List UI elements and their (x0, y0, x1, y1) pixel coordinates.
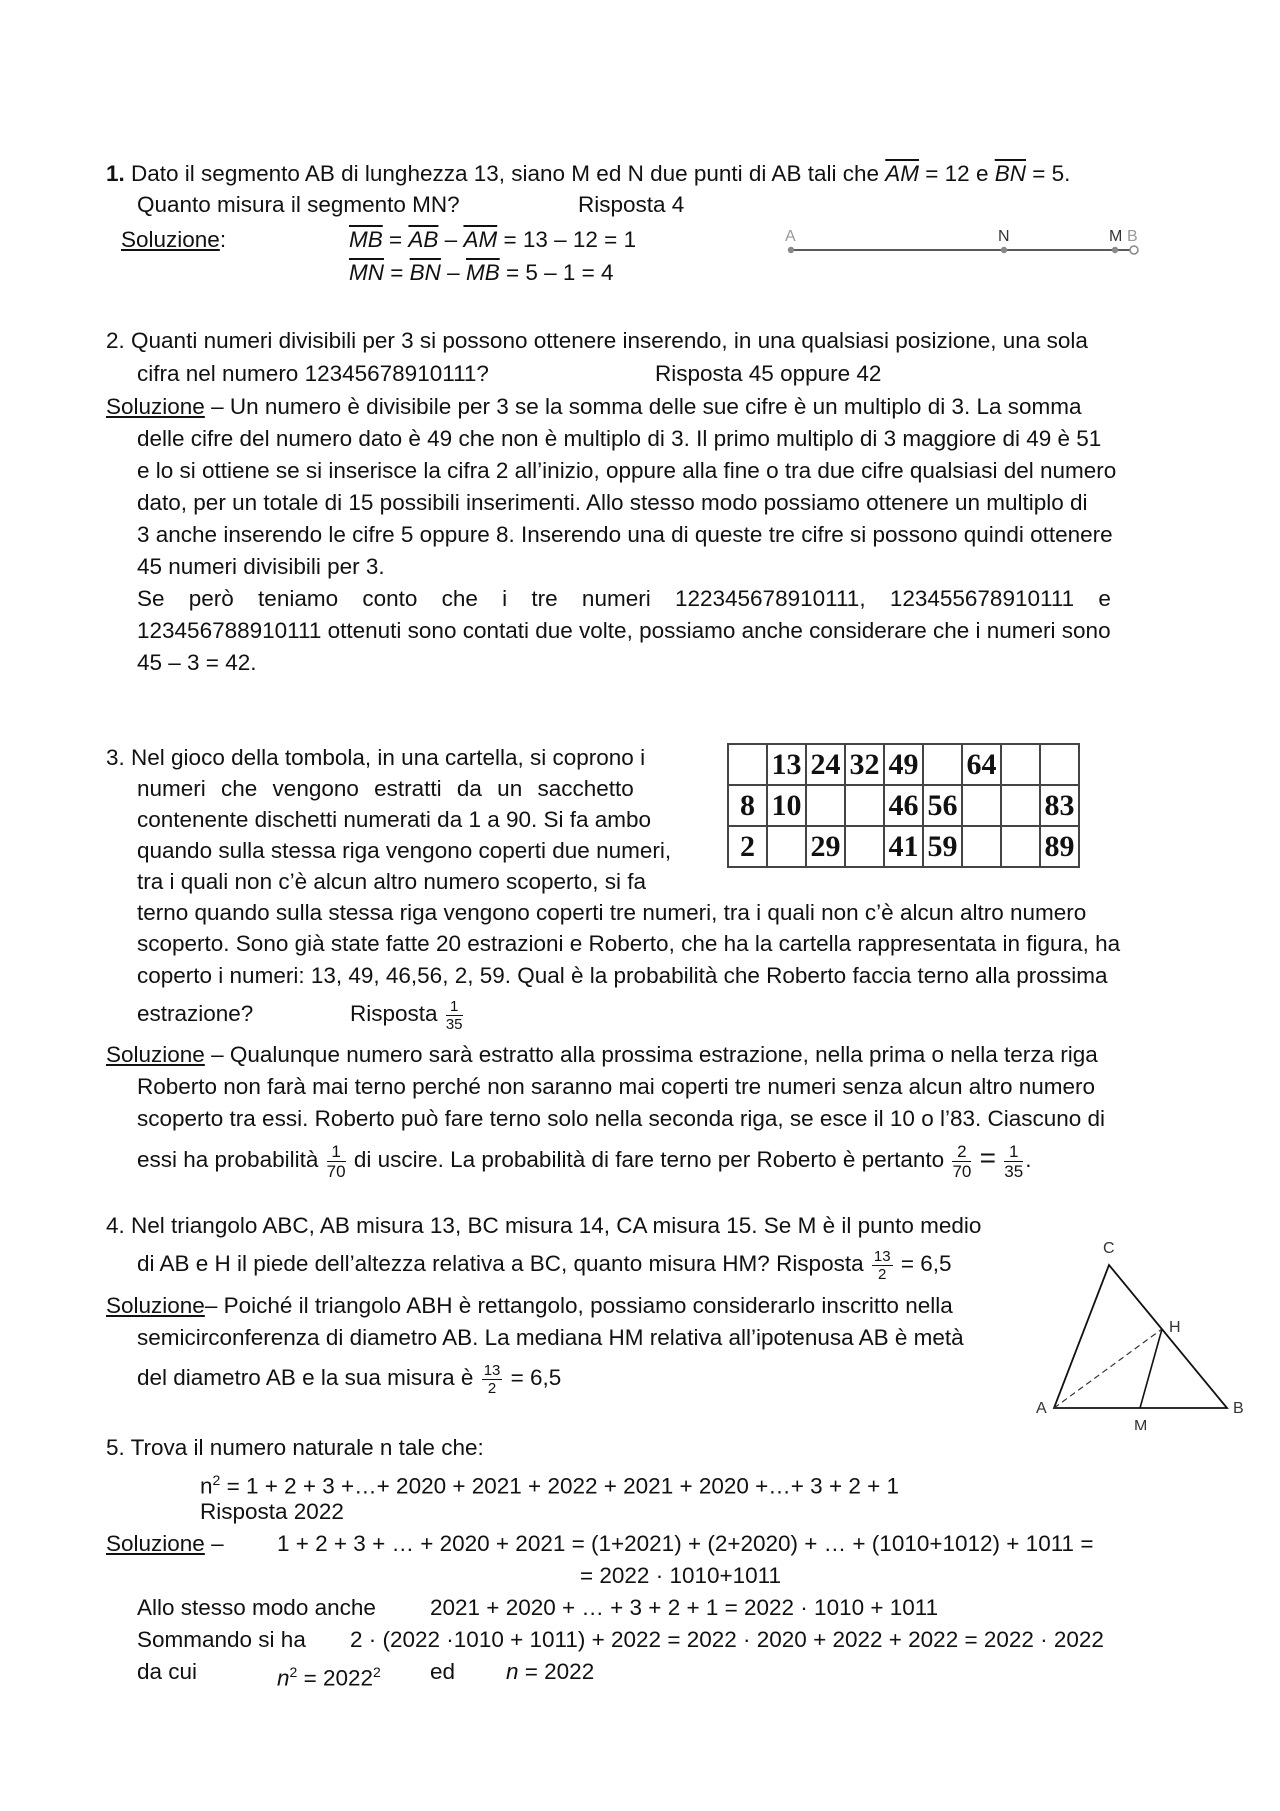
p3-line9: estrazione? (137, 1001, 254, 1026)
p5-solution-line1: Soluzione – (106, 1531, 224, 1556)
card-row-2 (728, 785, 1079, 826)
label-h: H (1169, 1319, 1181, 1336)
card-cell: 8 (728, 785, 767, 826)
label-n: N (998, 228, 1010, 245)
p2-solution-line4: dato, per un totale di 15 possibili inserimenti. Allo stesso modo possiamo ottenere un multiplo di (137, 490, 1088, 515)
p3-solution-line2: Roberto non farà mai terno perché non saranno mai coperti tre numeri senza alcun altro numero (137, 1074, 1096, 1099)
card-cell (728, 744, 767, 785)
card-cell: 41 (884, 826, 923, 867)
p1-number: 1. (106, 161, 125, 186)
p1-text: Dato il segmento AB di lunghezza 13, siano M ed N due punti di AB tali che (131, 161, 879, 186)
card-cell: 46 (884, 785, 923, 826)
p5-solution-line4-label: Sommando si ha (137, 1627, 306, 1652)
p5-solution-sum1-result: = 2022 · 1010+1011 (580, 1563, 782, 1588)
p3-line1: 3. Nel gioco della tombola, in una cartella, si coprono i (106, 745, 646, 770)
p5-solution-line5: $n^2 = 2022^2$ (277, 1664, 381, 1691)
card-cell: 13 (767, 744, 806, 785)
card-cell: 2 (728, 826, 767, 867)
card-cell: 49 (884, 744, 923, 785)
p5-line1: 5. Trova il numero naturale n tale che: (106, 1435, 484, 1460)
p1-eq12e: = 12 e (925, 161, 989, 186)
card-cell (1001, 826, 1040, 867)
p5-solution-line5-label: da cui (137, 1659, 198, 1684)
p1-solution-step2: $\overline{MN} = \overline{BN} - \overline{MB} = 5 - 1 = 4$ (349, 260, 614, 285)
triangle-figure (1030, 1225, 1260, 1430)
p3-line8: coperto i numeri: 13, 49, 46,56, 2, 59. Qual è la probabilità che Roberto faccia terno alla prossima (137, 963, 1108, 988)
point-a (788, 247, 794, 253)
p2-solution-line7: Se però teniamo conto che i tre numeri 122345678910111, 123455678910111 e (137, 586, 1111, 611)
p3-line4: quando sulla stessa riga vengono coperti due numeri, (137, 838, 672, 863)
card-cell: 29 (806, 826, 845, 867)
card-cell (962, 785, 1001, 826)
p3-solution-line3: scoperto tra essi. Roberto può fare terno solo nella seconda riga, se esce il 10 o l’83. Ciascuno di (137, 1106, 1106, 1131)
label-b: B (1233, 1400, 1244, 1417)
p3-answer: Risposta $\frac{1}{35}$ (350, 997, 463, 1033)
p3-solution-line4: essi ha probabilità $\frac{1}{70}$ di uscire. La probabilità di fare terno per Roberto è pertanto $\frac{2}{70}$ = $\frac{1}{35}$ . (137, 1141, 1032, 1181)
p1-line1 (106, 158, 1070, 190)
card-cell (962, 826, 1001, 867)
p5-solution-line3: 2021 + 2020 + … + 3 + 2 + 1 = 2022 · 1010 + 1011 (430, 1595, 939, 1620)
card-cell (1001, 744, 1040, 785)
label-m: M (1109, 228, 1123, 245)
card-cell: 89 (1040, 826, 1079, 867)
label-a: A (785, 228, 796, 245)
segment-figure (770, 224, 1150, 264)
p2-solution-line1: Soluzione – Un numero è divisibile per 3 se la somma delle sue cifre è un multiplo di 3. La somma (106, 394, 1082, 419)
p5-equation: $n^2 = 1 + 2 + 3$ +…+ 2020 + 2021 + 2022 + 2021 + 2020 +…+ 3 + 2 + 1 (200, 1472, 900, 1499)
card-cell: 24 (806, 744, 845, 785)
p2-answer: Risposta 45 oppure 42 (655, 361, 882, 386)
p5-number: 5. (106, 1435, 125, 1460)
card-cell (806, 785, 845, 826)
card-cell (845, 785, 884, 826)
card-row-3 (728, 826, 1079, 867)
p3-solution-label: Soluzione (106, 1042, 205, 1067)
p5-solution-n: n = 2022 (506, 1659, 595, 1684)
p1-solution-label: Soluzione: (121, 227, 227, 252)
p4-number: 4. (106, 1213, 125, 1238)
label-m: M (1134, 1418, 1148, 1430)
card-cell: 10 (767, 785, 806, 826)
p2-solution-line6: 45 numeri divisibili per 3. (137, 554, 385, 579)
p2-solution-line3: e lo si ottiene se si inserisce la cifra 2 all’inizio, oppure alla fine o tra due cifre qualsiasi del numero (137, 458, 1117, 483)
label-b: B (1127, 228, 1138, 245)
label-a: A (1036, 1400, 1047, 1417)
p1-answer: Risposta 4 (578, 192, 685, 217)
card-cell: 32 (845, 744, 884, 785)
p4-line1: 4. Nel triangolo ABC, AB misura 13, BC misura 14, CA misura 15. Se M è il punto medio (106, 1213, 982, 1238)
card-cell (767, 826, 806, 867)
p1-am-segment: $\overline{AM}$ (885, 161, 920, 186)
p4-solution-line2: semicirconferenza di diametro AB. La mediana HM relativa all’ipotenusa AB è metà (137, 1325, 964, 1350)
p2-line1: 2. Quanti numeri divisibili per 3 si possono ottenere inserendo, in una qualsiasi posizione, una sola (106, 328, 1088, 353)
p2-solution-line5: 3 anche inserendo le cifre 5 oppure 8. Inserendo una di queste tre cifre si possono quindi ottenere (137, 522, 1113, 547)
card-cell (845, 826, 884, 867)
p3-line7: scoperto. Sono già state fatte 20 estrazioni e Roberto, che ha la cartella rappresentata in figura, ha (137, 931, 1121, 956)
p2-solution-line8: 123456788910111 ottenuti sono contati due volte, possiamo anche considerare che i numeri sono (137, 618, 1111, 643)
p1-bn-segment: $\overline{BN}$ (994, 161, 1026, 186)
card-cell (923, 744, 962, 785)
p5-solution-label: Soluzione (106, 1531, 205, 1556)
p3-line2: numeri che vengono estratti da un sacchetto (137, 776, 634, 801)
card-cell: 64 (962, 744, 1001, 785)
p3-solution-line1: Soluzione – Qualunque numero sarà estratto alla prossima estrazione, nella prima o nella terza riga (106, 1042, 1098, 1067)
p3-line3: contenente dischetti numerati da 1 a 90. Si fa ambo (137, 807, 652, 832)
p2-solution-line9: 45 – 3 = 42. (137, 650, 257, 675)
p4-solution-line1: Soluzione– Poiché il triangolo ABH è rettangolo, possiamo considerarlo inscritto nella (106, 1293, 953, 1318)
point-n (1001, 247, 1007, 253)
p2-number: 2. (106, 328, 125, 353)
p5-answer: Risposta 2022 (200, 1499, 344, 1524)
card-cell: 59 (923, 826, 962, 867)
p3-line6: terno quando sulla stessa riga vengono coperti tre numeri, tra i quali non c’è alcun altro numero (137, 900, 1087, 925)
card-row-1 (728, 744, 1079, 785)
p5-solution-ed: ed (430, 1659, 456, 1684)
p4-solution-line3: del diametro AB e la sua misura è $\frac{13}{2}$ = 6,5 (137, 1361, 562, 1397)
point-b (1130, 246, 1138, 254)
p2-solution-line2: delle cifre del numero dato è 49 che non è multiplo di 3. Il primo multiplo di 3 maggiore di 49 è 51 (137, 426, 1102, 451)
p5-solution-sum1: 1 + 2 + 3 + … + 2020 + 2021 = (1+2021) + (2+2020) + … + (1010+1012) + 1011 = (277, 1531, 1094, 1556)
p1-eq5: = 5. (1032, 161, 1071, 186)
p1-question: Quanto misura il segmento MN? (137, 192, 460, 217)
p3-line5: tra i quali non c’è alcun altro numero scoperto, si fa (137, 869, 647, 894)
p2-line2: cifra nel numero 12345678910111? (137, 361, 489, 386)
card-cell: 83 (1040, 785, 1079, 826)
p1-solution-step1: $\overline{MB} = \overline{AB} - \overline{AM} = 13 - 12 = 1$ (349, 227, 637, 252)
p3-number: 3. (106, 745, 125, 770)
card-cell (1001, 785, 1040, 826)
p5-solution-line4: 2 · (2022 ·1010 + 1011) + 2022 = 2022 · 2020 + 2022 + 2022 = 2022 · 2022 (350, 1627, 1104, 1652)
label-c: C (1103, 1240, 1115, 1257)
p4-line2: di AB e H il piede dell’altezza relativa a BC, quanto misura HM? Risposta $\frac{13}{2}$ = 6,5 (137, 1247, 952, 1283)
card-cell: 56 (923, 785, 962, 826)
tombola-card (727, 743, 1080, 868)
p5-solution-line3-label: Allo stesso modo anche (137, 1595, 376, 1620)
p2-solution-label: Soluzione (106, 394, 205, 419)
card-cell (1040, 744, 1079, 785)
point-m (1112, 247, 1118, 253)
p4-solution-label: Soluzione (106, 1293, 205, 1318)
